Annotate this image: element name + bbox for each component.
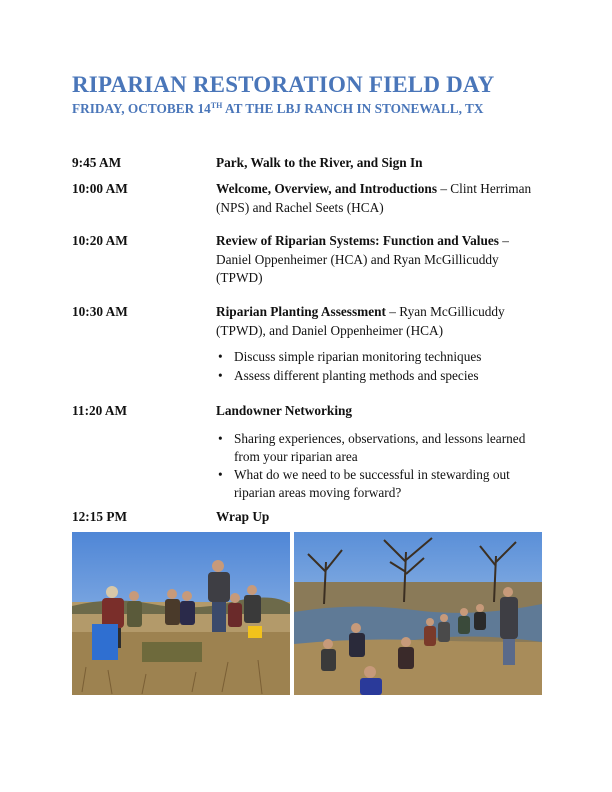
schedule-title: Welcome, Overview, and Introductions <box>216 181 437 196</box>
bullet-icon: • <box>218 467 223 482</box>
schedule-title: Park, Walk to the River, and Sign In <box>216 155 423 170</box>
bullet-icon: • <box>218 431 223 446</box>
schedule-presenters: – Ryan McGillicuddy (TPWD), and Daniel Oppenheimer (HCA) <box>216 304 505 338</box>
subtitle-location: AT THE LBJ RANCH IN STONEWALL, TX <box>222 101 484 116</box>
river-bank-photo <box>294 532 542 695</box>
schedule-time: 10:30 AM <box>72 304 128 319</box>
schedule-presenters: – Clint Herriman (NPS) and Rachel Seets (HCA) <box>216 181 532 215</box>
list-item-text: What do we need to be successful in stewarding out riparian areas moving forward? <box>234 467 510 500</box>
schedule-time: 11:20 AM <box>72 403 128 418</box>
field-group-photo <box>72 532 290 695</box>
subtitle-ordinal: TH <box>210 101 223 110</box>
list-item-text: Assess different planting methods and species <box>234 367 479 383</box>
list-item-text: Sharing experiences, observations, and lessons learned from your riparian area <box>234 431 526 464</box>
schedule-presenters: – Daniel Oppenheimer (HCA) and Ryan McGillicuddy (TPWD) <box>216 233 509 285</box>
subtitle-date: FRIDAY, OCTOBER 14 <box>72 101 211 116</box>
bullet-icon: • <box>218 367 223 383</box>
list-item <box>216 466 536 501</box>
list-item <box>216 348 546 366</box>
schedule-time: 10:00 AM <box>72 181 128 196</box>
schedule-description <box>216 180 546 217</box>
schedule-title: Wrap Up <box>216 509 270 524</box>
list-item-text: Discuss simple riparian monitoring techniques <box>234 349 482 364</box>
schedule-title: Landowner Networking <box>216 403 353 418</box>
schedule-time: 10:20 AM <box>72 233 128 248</box>
schedule-time: 9:45 AM <box>72 155 122 170</box>
schedule-description <box>216 154 546 173</box>
bullet-list <box>216 430 536 502</box>
schedule-description <box>216 232 546 288</box>
bullet-icon: • <box>218 349 223 364</box>
schedule-description <box>216 508 546 527</box>
schedule-description <box>216 402 546 421</box>
bullet-list <box>216 348 546 385</box>
schedule-title: Review of Riparian Systems: Function and Values <box>216 233 499 248</box>
schedule-title: Riparian Planting Assessment <box>216 304 386 319</box>
schedule-description <box>216 303 546 340</box>
page-subtitle <box>72 101 483 117</box>
page-title: RIPARIAN RESTORATION FIELD DAY <box>72 72 495 97</box>
schedule-time: 12:15 PM <box>72 509 128 524</box>
list-item <box>216 430 536 465</box>
list-item <box>216 367 546 385</box>
